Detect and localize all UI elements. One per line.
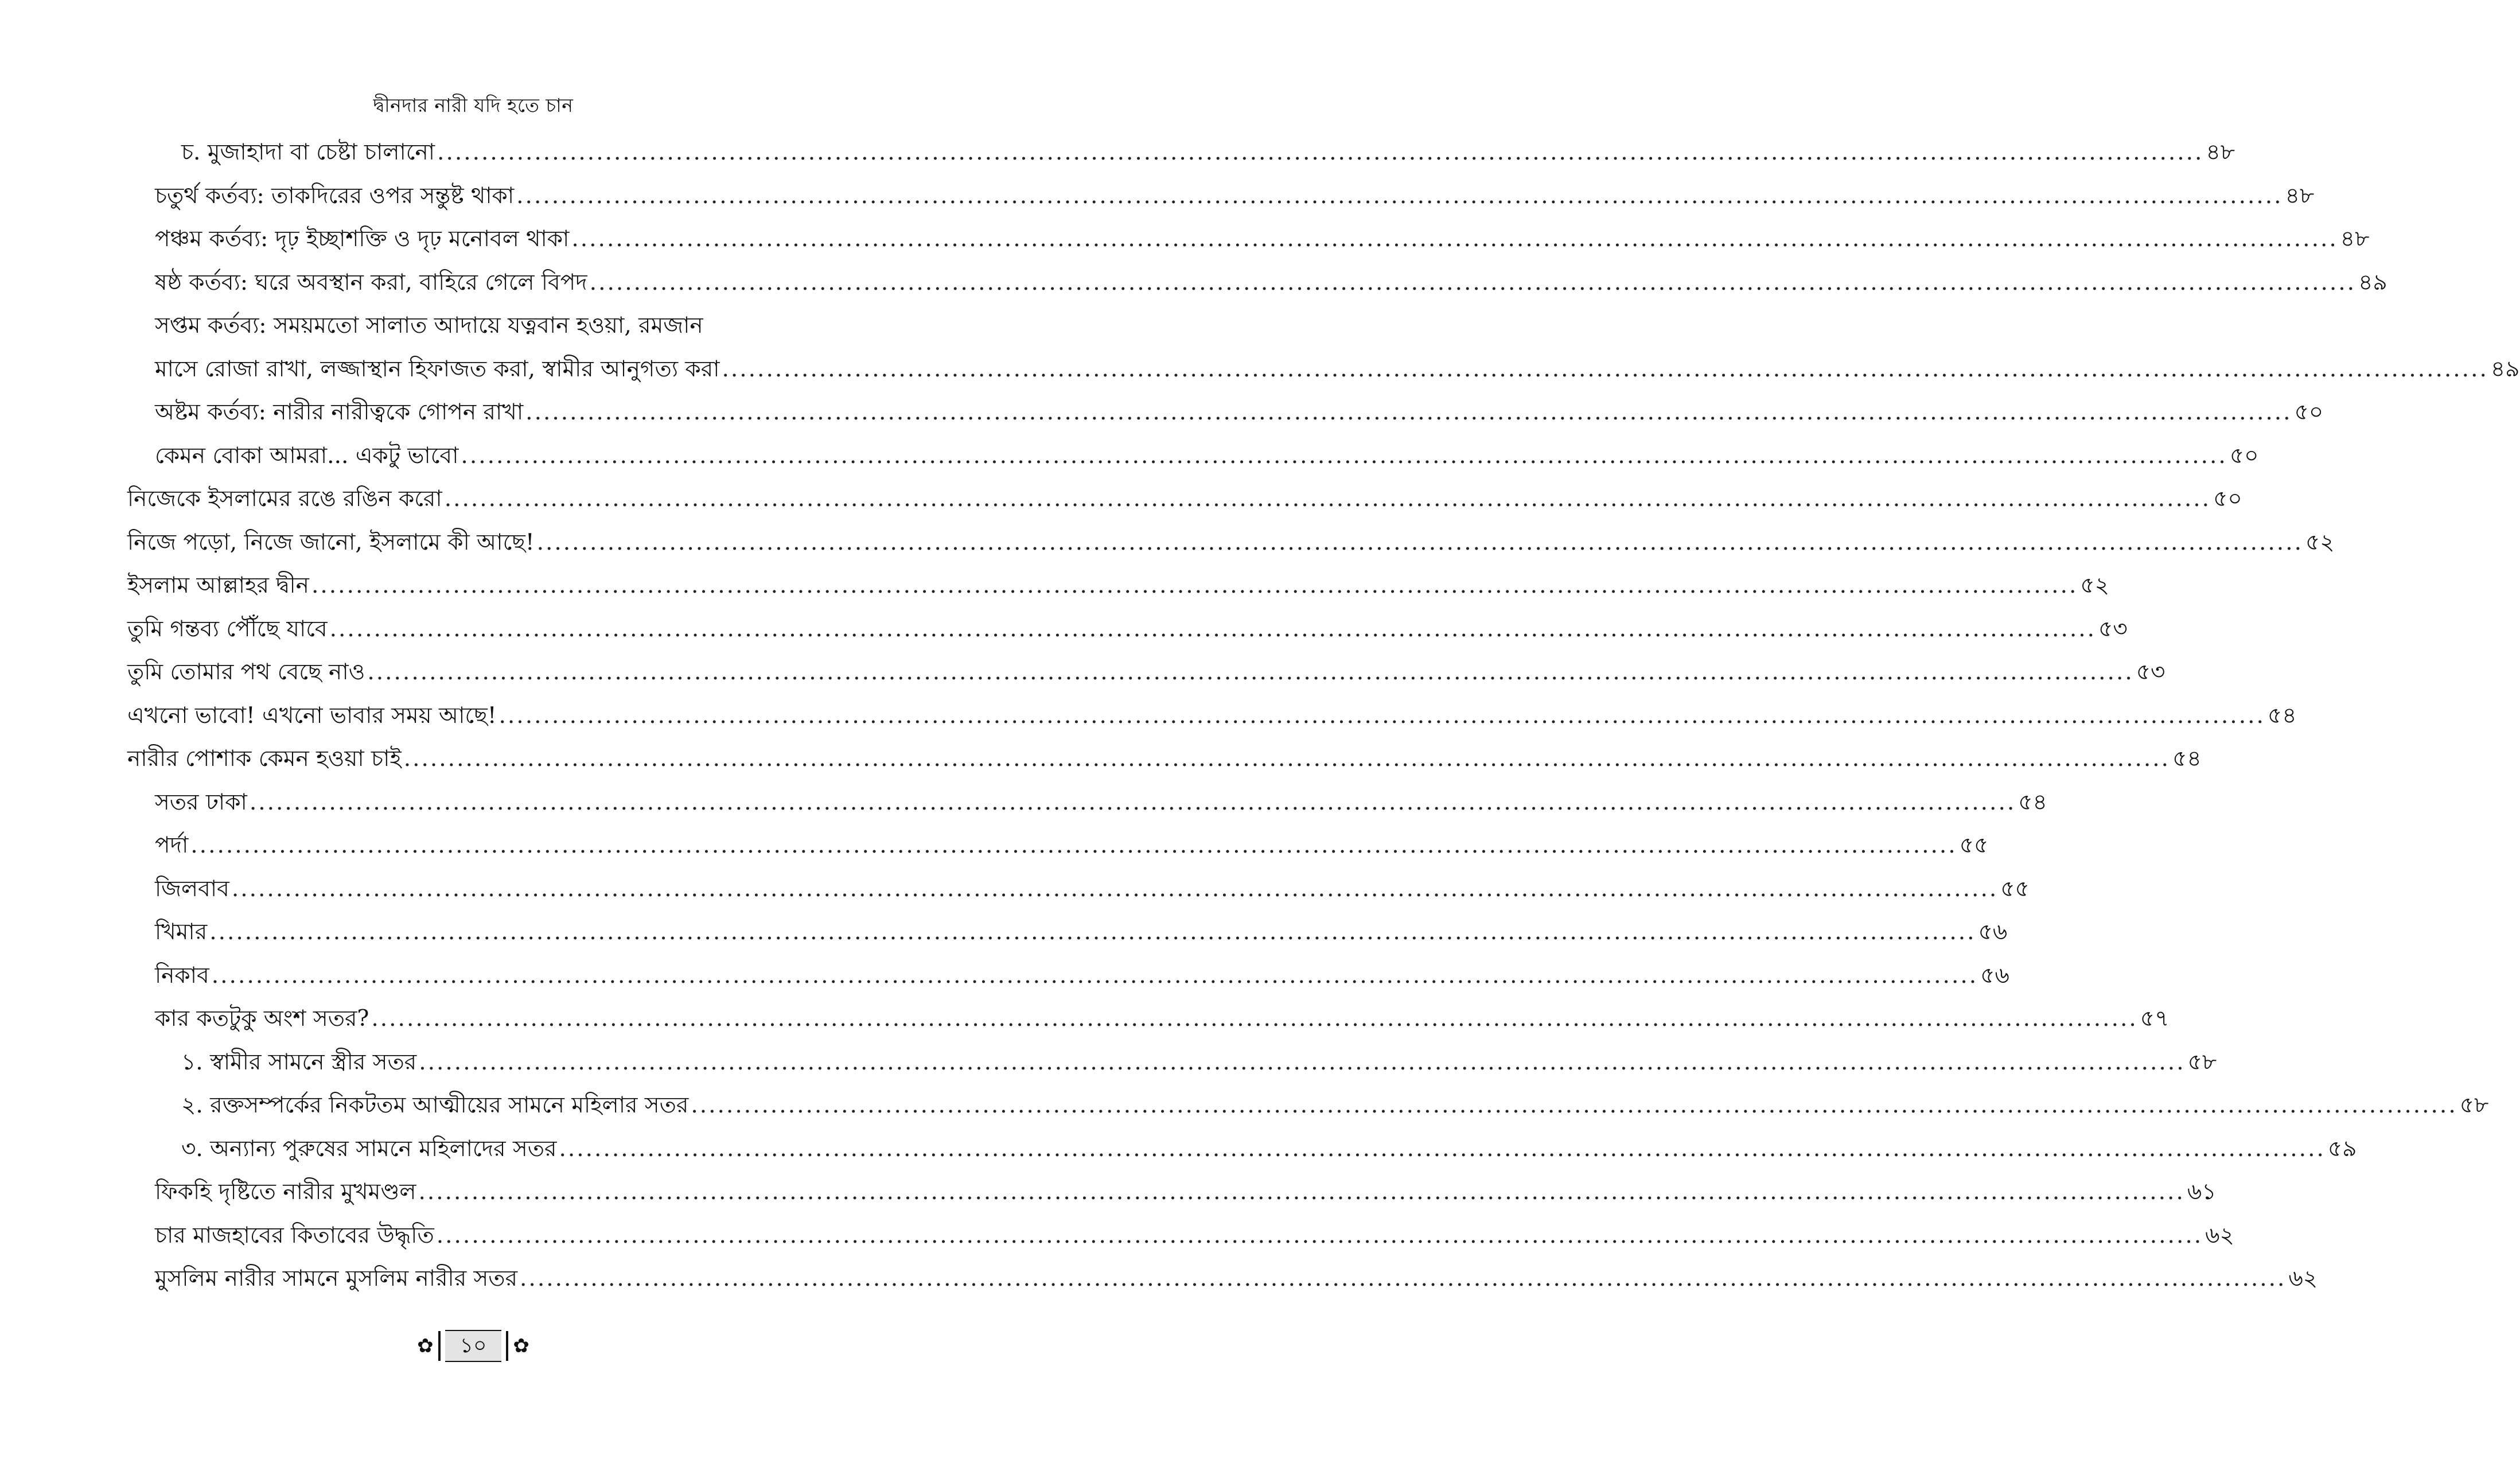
toc-entry-page-number: ৫০ [2229,442,2259,469]
toc-entry-title: সতর ঢাকা [155,789,247,815]
page-number: ১০ [445,1330,502,1362]
toc-entry-page-number: ৫৯ [2327,1135,2357,1162]
toc-dot-leader: ........................................................................................................................................................................................................ [403,746,2171,772]
toc-dot-leader: ........................................................................................................................................................................................................ [231,876,1999,902]
folio-bar-left [438,1331,441,1361]
toc-dot-leader: ........................................................................................................................................................................................................ [516,182,2283,209]
toc-entry-title: ৩. অন্যান্য পুরুষের সামনে মহিলাদের সতর [181,1135,557,1162]
page-folio [0,1330,947,1362]
toc-entry [127,694,2297,738]
toc-entry [127,737,2202,781]
toc-entry-page-number: ৫২ [2305,529,2335,555]
toc-entry-title: খিমার [155,919,208,945]
toc-entry [155,781,2047,824]
toc-dot-leader: ........................................................................................................................................................................................................ [461,442,2227,469]
toc-entry-title: কার কতটুকু অংশ সতর? [155,1006,369,1032]
toc-entry-title: মুসলিম নারীর সামনে মুসলিম নারীর সতর [155,1266,518,1291]
toc-entry-page-number: ৫৬ [1980,962,2009,989]
running-header-title: দ্বীনদার নারী যদি হতে চান [373,94,574,116]
toc-entry-title: এখনো ভাবো! এখনো ভাবার সময় আছে! [127,702,497,729]
toc-dot-leader: ........................................................................................................................................................................................................ [589,269,2357,295]
toc-entry [155,867,2030,911]
toc-dot-leader: ........................................................................................................................................................................................................ [571,226,2338,252]
toc-entry-page-number: ৬২ [2288,1266,2318,1291]
toc-entry-page-number: ৫৮ [2459,1092,2489,1118]
toc-entry-page-number: ৫৫ [2000,876,2030,902]
toc-entry-page-number: ৫৪ [2018,789,2047,815]
toc-entry [155,1170,2217,1214]
left-ornament-icon: ✿ [417,1334,434,1357]
toc-entry [155,391,2324,434]
toc-entry [155,1214,2234,1258]
toc-entry [155,1257,2318,1301]
toc-dot-leader: ........................................................................................................................................................................................................ [520,1266,2287,1291]
toc-entry [127,564,2110,608]
toc-entry-page-number: ৪৮ [2340,226,2370,252]
toc-entry-page-number: ৪৮ [2285,182,2315,209]
toc-entry-title: চ. মুজাহাদা বা চেষ্টা চালানো [181,139,435,165]
toc-entry-page-number: ৫৭ [2140,1006,2170,1032]
toc-entry [155,824,1989,867]
toc-entry-title: জিলবাব [155,876,229,902]
toc-entry-title: নারীর পোশাক কেমন হওয়া চাই [127,746,402,772]
toc-dot-leader: ........................................................................................................................................................................................................ [311,573,2078,598]
toc-entry [181,1041,2217,1084]
toc-entry-title: ২. রক্তসম্পর্কের নিকটতম আত্মীয়ের সামনে মহিলার সতর [181,1092,689,1118]
toc-dot-leader: ........................................................................................................................................................................................................ [444,486,2211,512]
toc-entry-page-number: ৫৩ [2136,659,2165,685]
toc-entry [181,1127,2357,1171]
toc-entry-title: চার মাজহাবের কিতাবের উদ্ধৃতি [155,1222,434,1248]
toc-entry [155,304,810,348]
toc-entry-title: পর্দা [155,832,189,858]
toc-dot-leader: ........................................................................................................................................................................................................ [559,1135,2326,1162]
toc-dot-leader: ........................................................................................................................................................................................................ [190,832,1957,858]
toc-entry-page-number: ৪৯ [2358,269,2387,295]
toc-entry-page-number: ৫৪ [2172,746,2202,772]
toc-entry-page-number: ৫০ [2213,486,2242,512]
toc-entry-title: তুমি তোমার পথ বেছে নাও [127,659,365,685]
toc-entry-title: পঞ্চম কর্তব্য: দৃঢ় ইচ্ছাশক্তি ও দৃঢ় মনোবল থাকা [155,226,570,252]
toc-dot-leader: ........................................................................................................................................................................................................ [722,356,2488,382]
toc-entry [127,651,2165,694]
toc-dot-leader: ........................................................................................................................................................................................................ [211,962,1978,989]
toc-entry-page-number: ৫০ [2294,399,2324,425]
toc-dot-leader: ........................................................................................................................................................................................................ [437,139,2204,165]
toc-dot-leader: ........................................................................................................................................................................................................ [249,789,2016,815]
toc-entry [181,131,2235,174]
toc-entry-title: সপ্তম কর্তব্য: সময়মতো সালাত আদায়ে যত্নবান হওয়া, রমজান [155,313,703,338]
toc-entry-title: নিজেকে ইসলামের রঙে রঙিন করো [127,486,442,512]
toc-entry-title: চতুর্থ কর্তব্য: তাকদিরের ওপর সন্তুষ্ট থাকা [155,182,515,209]
toc-entry-title: অষ্টম কর্তব্য: নারীর নারীত্বকে গোপন রাখা [155,399,524,425]
toc-entry [155,348,2520,391]
toc-entry-page-number: ৫৩ [2098,616,2128,642]
toc-entry [155,911,2008,954]
toc-entry-page-number: ৫২ [2080,573,2110,598]
toc-entry-title: ১. স্বামীর সামনে স্ত্রীর সতর [181,1049,417,1075]
toc-dot-leader: ........................................................................................................................................................................................................ [367,659,2134,685]
toc-entry [155,261,2387,305]
toc-entry-page-number: ৫৪ [2267,702,2297,729]
folio-bar-right [506,1331,508,1361]
toc-entry-title: কেমন বোকা আমরা... একটু ভাবো [155,442,459,469]
toc-entry-page-number: ৫৫ [1959,832,1989,858]
toc-entry-page-number: ৫৮ [2187,1049,2217,1075]
toc-entry-title: নিকাব [155,962,209,989]
toc-dot-leader: ........................................................................................................................................................................................................ [436,1222,2203,1248]
toc-entry-page-number: ৬১ [2187,1179,2217,1205]
toc-entry-title: মাসে রোজা রাখা, লজ্জাস্থান হিফাজত করা, স্বামীর আনুগত্য করা [155,356,720,382]
toc-entry-page-number: ৪৮ [2206,139,2235,165]
toc-entry-title: তুমি গন্তব্য পৌঁছে যাবে [127,616,328,642]
toc-dot-leader: ........................................................................................................................................................................................................ [418,1179,2185,1205]
toc-entry [127,477,2242,521]
toc-entry [155,217,2370,261]
toc-entry-page-number: ৬২ [2205,1222,2234,1248]
toc-entry [181,1084,2489,1127]
toc-entry-page-number: ৫৬ [1978,919,2008,945]
toc-entry [155,434,2259,478]
toc-dot-leader: ........................................................................................................................................................................................................ [498,702,2265,729]
toc-dot-leader: ........................................................................................................................................................................................................ [536,529,2303,555]
toc-dot-leader: ........................................................................................................................................................................................................ [419,1049,2186,1075]
toc-entry-title: ষষ্ঠ কর্তব্য: ঘরে অবস্থান করা, বাহিরে গেলে বিপদ [155,269,587,295]
toc-entry [127,608,2128,651]
toc-entry-title: ইসলাম আল্লাহর দ্বীন [127,573,309,598]
toc-entry-page-number: ৪৯ [2490,356,2520,382]
toc-entry-title: ফিকহি দৃষ্টিতে নারীর মুখমণ্ডল [155,1179,416,1205]
toc-entry-title: নিজে পড়ো, নিজে জানো, ইসলামে কী আছে! [127,529,535,555]
toc-dot-leader: ........................................................................................................................................................................................................ [209,919,1976,945]
toc-entry [155,997,2170,1041]
toc-dot-leader: ........................................................................................................................................................................................................ [525,399,2292,425]
toc-entry [155,174,2315,218]
toc-dot-leader: ........................................................................................................................................................................................................ [371,1006,2138,1032]
toc-dot-leader: ........................................................................................................................................................................................................ [329,616,2097,642]
right-ornament-icon: ✿ [513,1334,529,1357]
toc-dot-leader: ........................................................................................................................................................................................................ [691,1092,2457,1118]
toc-entry [155,954,2009,998]
toc-entry [127,521,2335,565]
